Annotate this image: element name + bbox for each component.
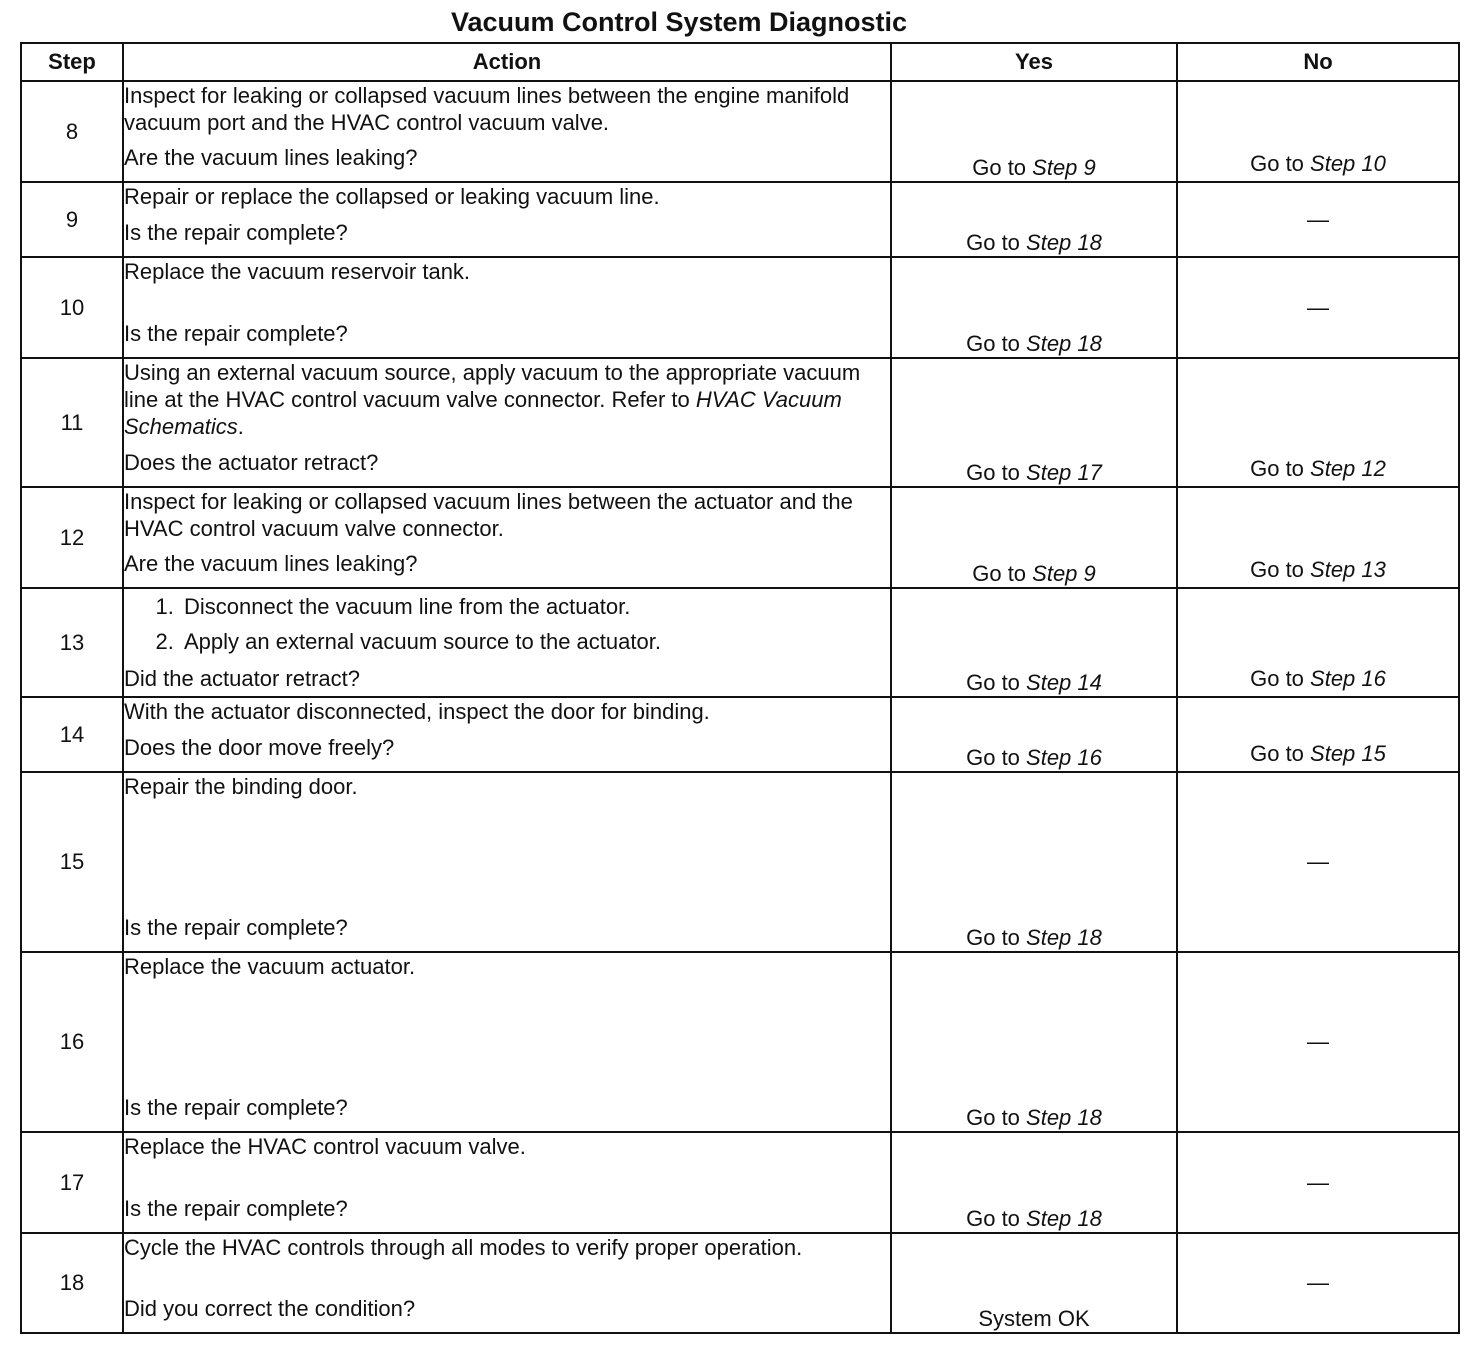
action-cell	[123, 81, 891, 182]
table-row	[21, 1132, 1459, 1233]
action-instruction	[124, 488, 890, 542]
action-cell	[123, 1132, 891, 1233]
goto-step: Step 14	[1026, 670, 1102, 695]
goto-step: Step 9	[1032, 155, 1096, 180]
action-question: Are the vacuum lines leaking?	[124, 145, 418, 170]
action-text	[124, 359, 890, 440]
action-cell	[123, 182, 891, 257]
table-body	[21, 81, 1459, 1333]
table-row	[21, 81, 1459, 182]
yes-cell	[891, 588, 1177, 697]
table-row	[21, 772, 1459, 952]
no-dash: —	[1307, 1169, 1329, 1195]
action-text-part: Repair the binding door.	[124, 774, 358, 799]
goto-step: Step 15	[1310, 741, 1386, 766]
action-content	[124, 1234, 890, 1322]
no-dash: —	[1307, 294, 1329, 320]
no-cell	[1177, 358, 1459, 487]
header-step: Step	[21, 43, 123, 81]
step-number: 9	[21, 182, 123, 257]
goto-step: Step 18	[1026, 1206, 1102, 1231]
step-number: 13	[21, 588, 123, 697]
step-number: 8	[21, 81, 123, 182]
action-instruction	[124, 359, 890, 440]
table-row	[21, 182, 1459, 257]
action-content	[124, 773, 890, 941]
action-text	[124, 82, 890, 136]
yes-cell	[891, 1233, 1177, 1333]
no-cell	[1177, 952, 1459, 1132]
yes-cell	[891, 1132, 1177, 1233]
goto-step: Step 18	[1026, 925, 1102, 950]
yes-cell	[891, 182, 1177, 257]
yes-cell	[891, 697, 1177, 772]
action-cell	[123, 487, 891, 588]
action-cell	[123, 1233, 891, 1333]
action-text-part: Using an external vacuum source, apply vacuum to the appropriate vacuum line at the HVAC control vacuum valve connector. Refer to	[124, 360, 861, 412]
action-step-item: 2. Apply an external vacuum source to the actuator.	[180, 624, 890, 659]
action-cell	[123, 257, 891, 358]
header-row	[21, 43, 1459, 81]
header-yes: Yes	[891, 43, 1177, 81]
action-instruction	[124, 953, 890, 980]
goto-step: Step 16	[1026, 745, 1102, 770]
yes-cell	[891, 952, 1177, 1132]
goto-prefix: Go to	[1250, 456, 1311, 481]
goto-prefix: Go to	[966, 460, 1027, 485]
header-action: Action	[123, 43, 891, 81]
goto-prefix: Go to	[1250, 557, 1311, 582]
action-text-part: Inspect for leaking or collapsed vacuum lines between the actuator and the HVAC control vacuum valve connector.	[124, 489, 853, 541]
action-question: Is the repair complete?	[124, 220, 348, 245]
table-row	[21, 697, 1459, 772]
action-question: Is the repair complete?	[124, 1196, 348, 1221]
action-instruction	[124, 82, 890, 136]
action-question: Is the repair complete?	[124, 915, 348, 940]
page-title: Vacuum Control System Diagnostic	[450, 7, 908, 37]
action-cell	[123, 772, 891, 952]
action-content	[124, 82, 890, 171]
action-text-part: Cycle the HVAC controls through all modes to verify proper operation.	[124, 1235, 803, 1260]
action-text	[124, 488, 890, 542]
action-text-part: Replace the HVAC control vacuum valve.	[124, 1134, 526, 1159]
goto-prefix: Go to	[966, 745, 1027, 770]
goto-step: Step 18	[1026, 230, 1102, 255]
action-text	[124, 953, 890, 980]
goto-prefix: Go to	[966, 925, 1027, 950]
action-question: Does the actuator retract?	[124, 450, 379, 475]
action-text	[124, 773, 890, 800]
diagnostic-table	[20, 42, 1460, 1334]
no-dash: —	[1307, 1029, 1329, 1054]
action-question: Are the vacuum lines leaking?	[124, 551, 418, 576]
step-number: 17	[21, 1132, 123, 1233]
action-content	[124, 1133, 890, 1222]
step-number: 15	[21, 772, 123, 952]
no-cell	[1177, 182, 1459, 257]
no-cell	[1177, 588, 1459, 697]
action-cell	[123, 697, 891, 772]
action-text-part: Replace the vacuum reservoir tank.	[124, 259, 471, 284]
goto-prefix: Go to	[966, 1206, 1027, 1231]
goto-prefix: Go to	[1250, 666, 1311, 691]
yes-cell	[891, 487, 1177, 588]
goto-step: Step 9	[1032, 561, 1096, 586]
goto-prefix: Go to	[1250, 741, 1311, 766]
action-instruction	[124, 1234, 890, 1261]
action-instruction	[124, 1133, 890, 1160]
action-cell	[123, 588, 891, 697]
goto-step: Step 18	[1026, 1105, 1102, 1130]
action-text	[124, 1234, 890, 1261]
step-number: 14	[21, 697, 123, 772]
goto-prefix: Go to	[972, 155, 1033, 180]
action-content	[124, 258, 890, 347]
goto-prefix: Go to	[966, 230, 1027, 255]
no-cell	[1177, 257, 1459, 358]
action-content	[124, 589, 890, 691]
action-step-item: 1. Disconnect the vacuum line from the actuator.	[180, 589, 890, 624]
goto-step: Step 13	[1310, 557, 1386, 582]
action-question: Is the repair complete?	[124, 321, 348, 346]
action-text-part: Replace the vacuum actuator.	[124, 954, 416, 979]
goto-step: Step 16	[1310, 666, 1386, 691]
step-number: 16	[21, 952, 123, 1132]
action-question: Is the repair complete?	[124, 1095, 348, 1120]
yes-cell	[891, 257, 1177, 358]
step-number: 11	[21, 358, 123, 487]
goto-prefix: Go to	[966, 670, 1027, 695]
action-text-part: Repair or replace the collapsed or leaking vacuum line.	[124, 184, 660, 209]
action-text-suffix: .	[237, 414, 244, 439]
no-cell	[1177, 1233, 1459, 1333]
table-row	[21, 257, 1459, 358]
table-row	[21, 487, 1459, 588]
action-cell	[123, 952, 891, 1132]
action-content	[124, 698, 890, 761]
goto-step: Step 12	[1310, 456, 1386, 481]
no-cell	[1177, 772, 1459, 952]
no-cell	[1177, 487, 1459, 588]
goto-step: Step 10	[1310, 151, 1386, 176]
no-dash: —	[1307, 849, 1329, 874]
yes-result: System OK	[978, 1306, 1090, 1331]
step-number: 10	[21, 257, 123, 358]
action-question: Does the door move freely?	[124, 735, 395, 760]
goto-prefix: Go to	[1250, 151, 1311, 176]
table-row	[21, 358, 1459, 487]
no-cell	[1177, 1132, 1459, 1233]
action-steps-list	[124, 589, 890, 659]
action-text-part: Inspect for leaking or collapsed vacuum lines between the engine manifold vacuum port and the HVAC control vacuum valve.	[124, 83, 850, 135]
table-row	[21, 952, 1459, 1132]
yes-cell	[891, 358, 1177, 487]
action-content	[124, 488, 890, 577]
action-question: Did the actuator retract?	[124, 666, 361, 691]
step-number: 12	[21, 487, 123, 588]
goto-prefix: Go to	[966, 1105, 1027, 1130]
action-text	[124, 698, 890, 725]
header-no: No	[1177, 43, 1459, 81]
action-content	[124, 953, 890, 1121]
action-cell	[123, 358, 891, 487]
action-instruction	[124, 698, 890, 725]
action-instruction	[124, 773, 890, 800]
action-text-part: With the actuator disconnected, inspect the door for binding.	[124, 699, 710, 724]
action-reference-link: HVAC Vacuum Schematics	[124, 387, 842, 439]
action-text	[124, 1133, 890, 1160]
goto-prefix: Go to	[972, 561, 1033, 586]
no-dash: —	[1307, 206, 1329, 232]
action-question: Did you correct the condition?	[124, 1296, 416, 1321]
action-instruction	[124, 589, 890, 659]
action-text	[124, 258, 890, 285]
goto-prefix: Go to	[966, 331, 1027, 356]
action-instruction	[124, 258, 890, 285]
yes-cell	[891, 81, 1177, 182]
action-content	[124, 183, 890, 246]
action-instruction	[124, 183, 890, 210]
no-cell	[1177, 697, 1459, 772]
action-content	[124, 359, 890, 476]
action-text	[124, 183, 890, 210]
table-row	[21, 588, 1459, 697]
table-row	[21, 1233, 1459, 1333]
goto-step: Step 18	[1026, 331, 1102, 356]
step-number: 18	[21, 1233, 123, 1333]
no-cell	[1177, 81, 1459, 182]
yes-cell	[891, 772, 1177, 952]
goto-step: Step 17	[1026, 460, 1102, 485]
no-dash: —	[1307, 1270, 1329, 1295]
